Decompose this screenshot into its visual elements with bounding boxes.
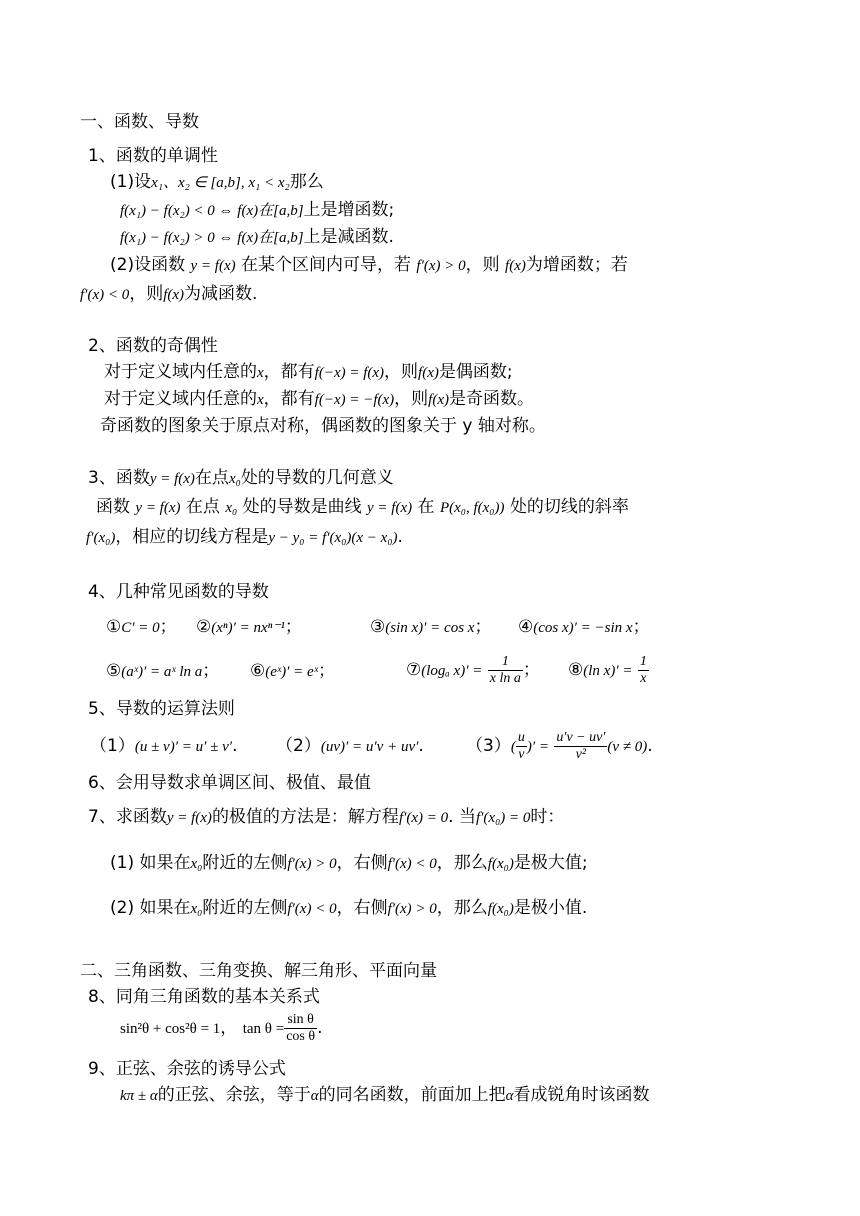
text: 处的导数的几何意义 [240,468,394,488]
math: f′(x) < 0 [80,287,130,303]
fraction [554,730,607,763]
dot: . [418,736,424,756]
numerator: u [517,729,525,745]
marker: （2） [276,736,321,756]
derivative-formula-1 [106,616,177,639]
math: y = f(x) [190,258,236,274]
derivative-formula-7 [406,650,540,691]
text: 在点 [185,497,220,517]
math: f(−x) = f(x) [314,365,385,381]
text: 3、函数 [88,468,150,488]
numerator: u′v − uv′ [556,729,606,745]
heading-derivative-geometry [88,467,394,490]
math: f′(x₀) = 0 [475,810,531,826]
dot: . [232,736,238,756]
math: (sin x)′ = cos x [385,620,475,636]
math: y = f(x) [166,810,212,826]
denominator: v [518,746,525,762]
derivative-formula-2 [196,616,302,639]
derivative-formula-5 [106,660,219,683]
math: f′(x) > 0 [287,856,337,872]
sep: ； [522,660,540,680]
text: 的极值的方法是：解方程 [211,807,399,827]
text: 的同名函数，前面加上把 [318,1085,506,1105]
math: C′ = 0 [121,620,160,636]
text: (2)设函数 [110,255,186,275]
fraction [638,654,649,687]
fraction [488,654,523,687]
geometry-line2 [86,526,403,549]
math: f(x₁) − f(x₂) < 0 ⇔ f(x)在[a,b] [120,203,304,219]
math: f′(x) < 0 [287,901,337,917]
text: 附近的左侧 [202,853,288,873]
extremum-case-max [110,852,588,875]
text: (1)设 [110,172,152,192]
math: f(x) [505,258,526,274]
text: 那么 [289,172,324,192]
mono-p2-line2 [80,283,257,306]
mono-p2-line1 [110,254,628,277]
marker: （1） [90,736,135,756]
text: 在点 [194,468,229,488]
extremum-case-min [110,897,587,920]
math: (ln x)′ = [583,663,633,679]
math: f(x₀) [487,901,514,917]
text: 对于定义域内任意的 [104,389,257,409]
text: 函数 [96,497,130,517]
marker: ③ [370,617,386,637]
math: (u ± v)′ = u′ ± v′ [134,739,233,755]
marker: ② [196,617,212,637]
numerator: 1 [488,654,523,671]
text: 看成锐角时该函数 [513,1085,650,1105]
math: f′(x) > 0 [416,258,466,274]
text: ，那么 [436,898,488,918]
text: ，都有 [263,362,315,382]
numerator: 1 [639,653,647,669]
sep: ； [284,617,302,637]
math: α [310,1088,319,1104]
text: 的正弦、余弦，等于 [157,1085,311,1105]
section-title-functions: 一、函数、导数 [80,112,199,132]
math: f(x) [428,392,449,408]
text: 是奇函数。 [449,389,534,409]
derivative-formula-3 [370,616,491,639]
math: x₁、x₂ ∈ [a,b], x₁ < x₂ [151,175,290,191]
math: x [257,365,264,381]
text: ，右侧 [336,898,388,918]
dot: . [317,1018,323,1038]
text: 处的导数是曲线 [242,497,362,517]
heading-extremum-method [88,806,564,829]
heading-common-derivatives: 4、几种常见函数的导数 [88,582,269,602]
text: 上是减函数. [303,227,394,247]
paren: ( [510,739,516,755]
math: y = f(x) [367,500,413,516]
text: 时： [530,807,565,827]
math: α [505,1088,514,1104]
math: (eˣ)′ = eˣ [265,664,318,680]
text: ，则 [129,284,164,304]
denominator: cos θ [286,1028,316,1044]
heading-reduction-formulas: 9、正弦、余弦的诱导公式 [88,1059,286,1079]
heading-trig-identities: 8、同角三角函数的基本关系式 [88,987,320,1007]
rule-2 [276,735,424,758]
math: (logₐ x)′ = [421,663,483,679]
sep: ， [220,1018,238,1038]
math: (aˣ)′ = aˣ ln a [121,664,203,680]
heading-extrema-usage: 6、会用导数求单调区间、极值、最值 [88,773,371,793]
marker: ① [106,617,122,637]
text: 是极大值; [513,853,588,873]
math: f′(x) = 0 [398,810,449,826]
text: (2) 如果在 [110,898,191,918]
rule-1 [90,735,237,758]
text: 上是增函数; [303,200,395,220]
text: . [397,527,403,547]
math: x₀ [190,856,203,872]
mono-p1 [110,171,324,194]
text: ，相应的切线方程是 [115,527,269,547]
parity-even [104,361,513,384]
text: 7、求函数 [88,807,167,827]
math: f(x₁) − f(x₂) > 0 ⇔ f(x)在[a,b] [120,230,304,246]
numerator: sin θ [284,1012,317,1029]
text: 在 [417,497,435,517]
marker: ⑧ [568,660,584,680]
math: f(x₀) [487,856,514,872]
math: x₀ [228,471,241,487]
marker: ④ [518,617,534,637]
marker: ⑥ [250,661,266,681]
math: x₀ [190,901,203,917]
mono-increasing [120,199,394,222]
sep: ； [159,617,177,637]
denominator: x [640,670,647,686]
math: x₀ [225,500,238,516]
math: y = f(x) [135,500,181,516]
text: . 当 [448,807,476,827]
denominator: x ln a [489,670,521,686]
derivative-formula-8 [568,650,649,691]
math: (xⁿ)′ = nxⁿ⁻¹ [211,620,285,636]
geometry-line1 [96,496,629,519]
heading-derivative-rules: 5、导数的运算法则 [88,699,235,719]
text: ，则 [394,389,429,409]
text: (1) 如果在 [110,853,191,873]
sep: ； [632,617,650,637]
fraction [284,1012,317,1045]
trig-identities [120,1008,322,1049]
dot: . [647,736,653,756]
rule-3 [466,726,653,767]
text: 是偶函数; [438,362,513,382]
math: y − y₀ = f′(x₀)(x − x₀) [268,530,398,546]
math: x [257,392,264,408]
math: (uv)′ = u′v + uv′ [320,739,419,755]
math: (v ≠ 0) [607,739,648,755]
text: ，那么 [436,853,488,873]
math: (cos x)′ = −sin x [533,620,633,636]
marker: ⑦ [406,660,422,680]
math: kπ ± α [120,1088,158,1104]
text: 处的切线的斜率 [509,497,629,517]
reduction-line [120,1084,650,1107]
text: ，都有 [263,389,315,409]
parity-odd [104,388,534,411]
text: ，右侧 [336,853,388,873]
marker: ⑤ [106,661,122,681]
text: ，则 [465,255,500,275]
fraction [516,730,527,763]
text: 为增函数；若 [525,255,628,275]
math: f′(x) < 0 [387,856,437,872]
math: sin²θ + cos²θ = 1 [120,1021,221,1037]
text: 在某个区间内可导，若 [241,255,412,275]
text: 附近的左侧 [202,898,288,918]
sep: ； [474,617,492,637]
parity-symmetry: 奇函数的图象关于原点对称，偶函数的图象关于 y 轴对称。 [100,416,546,436]
text: 为减函数. [184,284,258,304]
math: tan θ = [242,1021,285,1037]
math: P(x₀, f(x₀)) [439,500,505,516]
math: f(x) [418,365,439,381]
heading-parity: 2、函数的奇偶性 [88,336,218,356]
text: 对于定义域内任意的 [104,362,257,382]
sep: ； [317,661,335,681]
math: f(−x) = −f(x) [314,392,395,408]
math: f(x) [163,287,185,303]
text: ，则 [384,362,419,382]
mono-decreasing [120,226,394,249]
math: y = f(x) [149,471,195,487]
math: f′(x) > 0 [387,901,437,917]
text: 是极小值. [513,898,588,918]
derivative-formula-6 [250,660,335,683]
denominator: v² [575,746,587,762]
sep: ； [202,661,220,681]
math: f′(x₀) [86,530,116,546]
marker: （3） [466,736,511,756]
heading-monotonicity: 1、函数的单调性 [88,146,218,166]
paren: )′ = [526,739,549,755]
derivative-formula-4 [518,616,650,639]
section-title-trigonometry: 二、三角函数、三角变换、解三角形、平面向量 [80,961,437,981]
